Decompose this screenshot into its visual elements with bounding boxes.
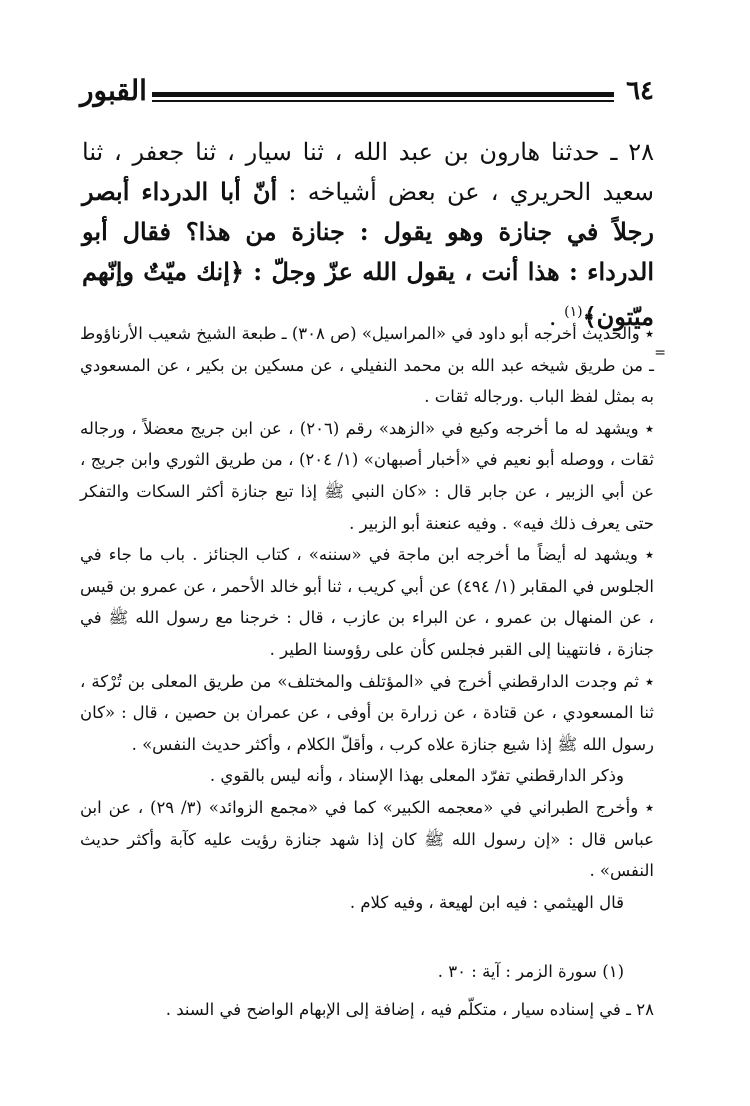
footnote-2 [80, 994, 654, 1025]
page-header [80, 76, 654, 116]
note-paragraph: ٭ وأخرج الطبراني في «معجمه الكبير» كما في «مجمع الزوائد» (٣/ ٢٩) ، عن ابن عباس قال : «إن رسول الله ﷺ كان إذا شهد جنازة رؤيت عليه كآبة وأكثر حديث النفس» . [80, 797, 654, 881]
page-number: ٦٤ [626, 76, 654, 106]
note-paragraph: ٭ والحديث أخرجه أبو داود في «المراسيل» (ص ٣٠٨) ـ طبعة الشيخ شعيب الأرناؤوط ـ من طريق شيخه عبد الله بن محمد النفيلي ، عن مسكين بن بكير ، عن المسعودي به بمثل لفظ الباب .ورجاله ثقات . [80, 324, 654, 407]
hadith-body: أنّ أبا الدرداء أبصر رجلاً في جنازة وهو يقول : جنازة من هذا؟ فقال أبو الدرداء : هذا أنت ، يقول الله عزّ وجلّ : ﴿إنك ميّتٌ وإنّهم ميّتون﴾ [82, 177, 654, 331]
footnote-ref: (١) [564, 304, 583, 320]
continuation-mark: = [654, 345, 666, 361]
note-paragraph: ٭ ويشهد له أيضاً ما أخرجه ابن ماجة في «سننه» ، كتاب الجنائز . باب ما جاء في الجلوس في المقابر (١/ ٤٩٤) عن أبي كريب ، ثنا أبو خالد الأحمر ، عن عمرو بن قيس ، عن المنهال بن عمرو ، عن البراء بن عازب ، قال : خرجنا مع رسول الله ﷺ في جنازة ، فانتهينا إلى القبر فجلس كأن على رؤوسنا الطير . [80, 545, 654, 659]
note-paragraph: ٭ ثم وجدت الدارقطني أخرج في «المؤتلف والمختلف» من طريق المعلى بن تُرْكة ، ثنا المسعودي ، عن قتادة ، عن زرارة بن أوفى ، عن عمران بن حصين ، قال : «كان رسول الله ﷺ إذا شيع جنازة علاه كرب ، وأقلّ الكلام ، وأكثر حديث النفس» . [80, 671, 654, 754]
note-paragraph: قال الهيثمي : فيه ابن لهيعة ، وفيه كلام . [349, 892, 624, 912]
commentary-notes [80, 318, 654, 918]
footnote-1-text: (١) سورة الزمر : آية : ٣٠ . [437, 962, 624, 981]
header-rule-thin [152, 100, 614, 102]
book-title: القبور [80, 74, 147, 107]
main-hadith-text [82, 132, 654, 337]
header-rule-thick [152, 92, 614, 97]
note-paragraph: وذكر الدارقطني تفرّد المعلى بهذا الإسناد ، وأنه ليس بالقوي . [209, 766, 624, 786]
hadith-end: . [548, 303, 565, 331]
hadith-chain: ٢٨ ـ حدثنا هارون بن عبد الله ، ثنا سيار ، ثنا جعفر ، ثنا سعيد الحريري ، عن بعض أشياخه : [82, 138, 655, 206]
footnote-1 [80, 956, 654, 987]
note-paragraph: ٭ ويشهد له ما أخرجه وكيع في «الزهد» رقم (٢٠٦) ، عن ابن جريج معضلاً ، ورجاله ثقات ، ووصله أبو نعيم في «أخبار أصبهان» (١/ ٢٠٤) ، من طريق الثوري وابن جريج ، عن أبي الزبير ، عن جابر قال : «كان النبي ﷺ إذا تبع جنازة أكثر السكات والتفكر حتى يعرف ذلك فيه» . وفيه عنعنة أبو الزبير . [80, 418, 654, 533]
footnote-2-text: ٢٨ ـ في إسناده سيار ، متكلّم فيه ، إضافة إلى الإبهام الواضح في السند . [165, 1000, 654, 1019]
